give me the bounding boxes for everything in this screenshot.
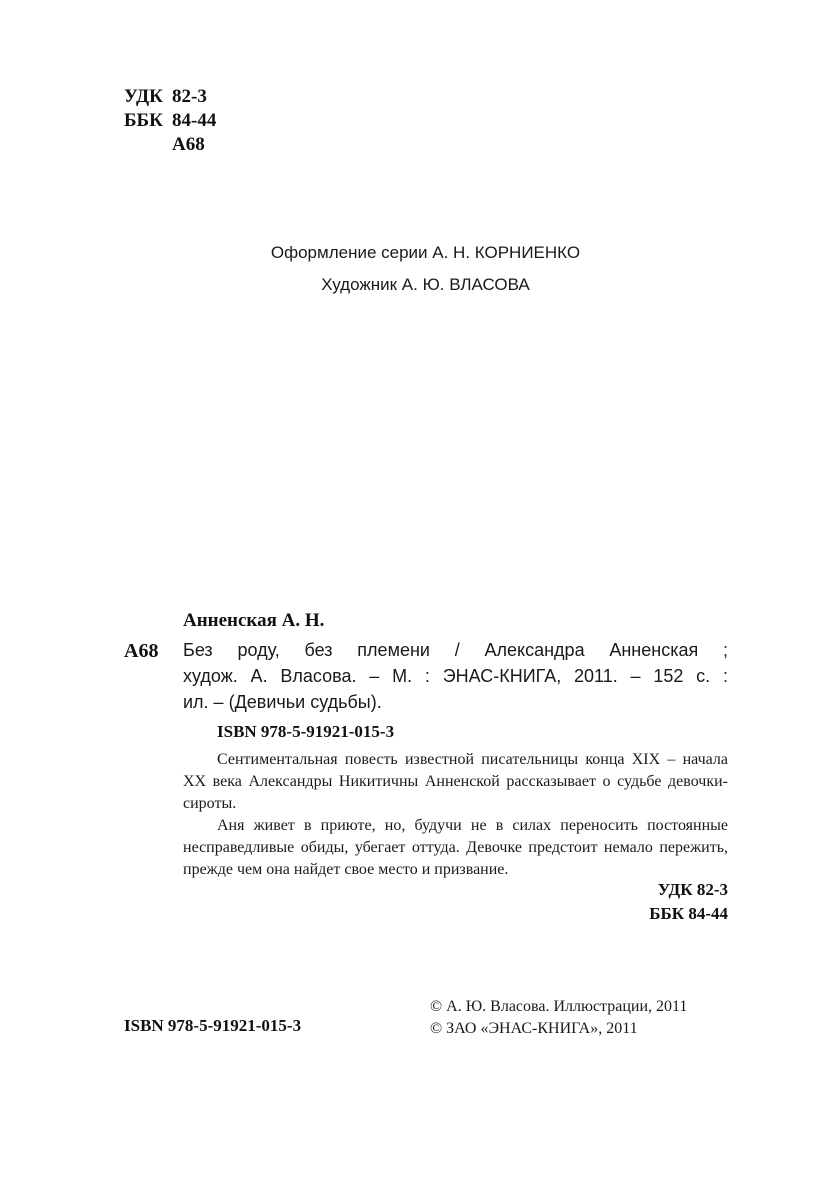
card-description-line-1: Без роду, без племени / Александра Анненская ;: [183, 640, 728, 660]
card-bbk: ББК 84-44: [649, 904, 728, 923]
udk-label: УДК: [124, 86, 163, 107]
card-author-heading: Анненская А. Н.: [183, 610, 325, 631]
card-annotation: [183, 749, 728, 881]
copyright-block: [430, 996, 687, 1040]
card-description-line-2: худож. А. Власова. – М. : ЭНАС-КНИГА, 2011. – 152 с. :: [183, 666, 728, 686]
annotation-paragraph-2: Аня живет в приюте, но, будучи не в силах переносить постоянные несправедливые обиды, убегает оттуда. Девочке предстоит немало пережить, прежде чем она найдет свое место и призвание.: [183, 817, 728, 878]
card-description-line-3: ил. – (Девичьи судьбы).: [183, 692, 382, 712]
annotation-paragraph-1: Сентиментальная повесть известной писательницы конца XIX – начала XX века Александры Никитичны Анненской рассказывает о судьбе девочки-сироты.: [183, 751, 728, 812]
copyright-illustrations: © А. Ю. Власова. Иллюстрации, 2011: [430, 998, 688, 1015]
card-isbn: ISBN 978-5-91921-015-3: [217, 722, 395, 741]
card-author-mark: А68: [124, 640, 159, 662]
copyright-publisher: © ЗАО «ЭНАС-КНИГА», 2011: [430, 1020, 638, 1037]
author-mark-top: А68: [172, 134, 205, 155]
udk-line: [124, 86, 207, 108]
card-udk: УДК 82-3: [657, 880, 728, 899]
artist-credit: Художник А. Ю. ВЛАСОВА: [321, 275, 530, 294]
bbk-line: [124, 110, 216, 132]
udk-value: 82-3: [172, 86, 207, 107]
bbk-value: 84-44: [172, 110, 217, 131]
bbk-label: ББК: [124, 110, 163, 131]
footer-isbn: ISBN 978-5-91921-015-3: [124, 1016, 302, 1035]
series-design-credit: Оформление серии А. Н. КОРНИЕНКО: [270, 243, 581, 262]
